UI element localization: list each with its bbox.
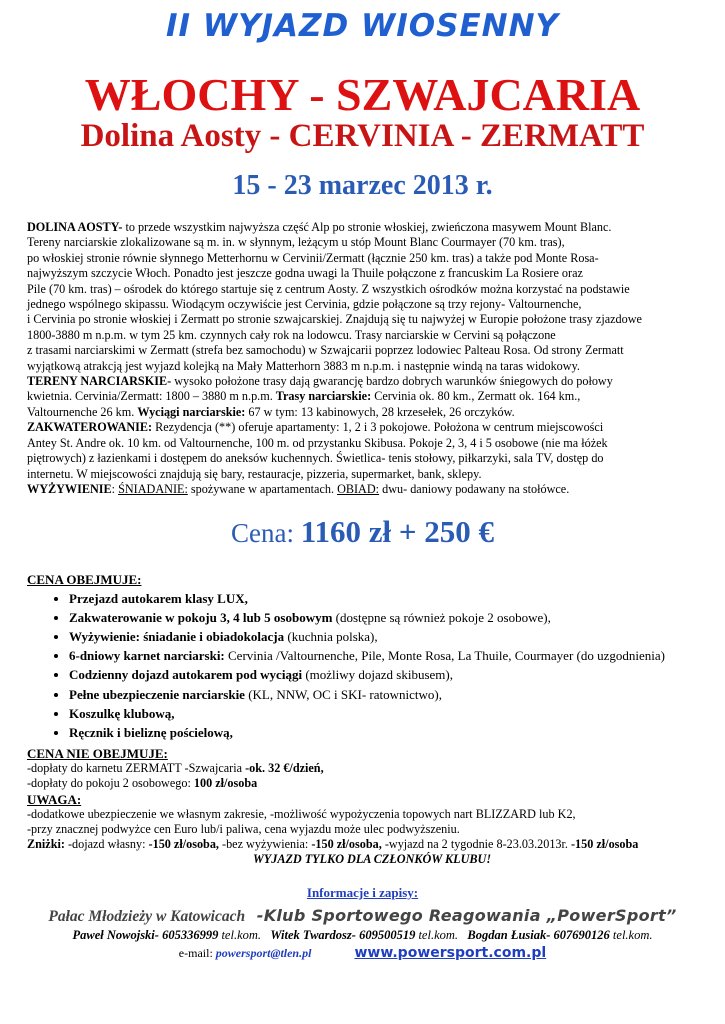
price-label: Cena:	[230, 518, 301, 548]
dolina-aosty-label: DOLINA AOSTY-	[27, 220, 123, 234]
uwaga-line: -dodatkowe ubezpieczenie we własnym zakresie, -możliwość wypożyczenia topowych nart BLIZZARD lub K2,	[27, 806, 576, 821]
contacts-line: Paweł Nowojski- 605336999 tel.kom. Witek Twardosz- 609500519 tel.kom. Bogdan Łusiak- 607690126 tel.kom.	[72, 928, 653, 942]
contact-footer	[0, 885, 725, 961]
email-label: e-mail:	[178, 946, 216, 960]
breakfast-label: ŚNIADANIE:	[118, 481, 188, 496]
included-item: • Ręcznik i bieliznę pościelową,	[69, 723, 717, 742]
info-heading: Informacje i zapisy:	[306, 885, 419, 900]
tereny-label: TERENY NARCIARSKIE-	[27, 374, 172, 389]
excluded-title: CENA NIE OBEJMUJE:	[27, 746, 168, 761]
included-item: • Zakwaterowanie w pokoju 3, 4 lub 5 osobowym (dostępne są również pokoje 2 osobowe),	[69, 608, 717, 627]
description-line: DOLINA AOSTY- to przede wszystkim najwyższa część Alp po stronie włoskiej, zwieńczona masywem Mount Blanc.	[27, 220, 612, 234]
uwaga-line: -przy znacznej podwyżce cen Euro lub/i paliwa, cena wyjazdu może ulec podwyższeniu.	[27, 822, 460, 837]
excluded-section	[27, 746, 717, 868]
dinner-label: OBIAD:	[337, 481, 380, 496]
organizer-club: -Klub Sportowego Reagowania „PowerSport”	[256, 906, 677, 925]
discounts-label: Zniżki:	[27, 837, 65, 852]
included-item: • Koszulkę klubową,	[69, 704, 717, 723]
description-line: i Cervinia po stronie włoskiej i Zermatt po stronie szwajcarskiej. Znajdują się tu najwyżej w Europie położone trasy zjazdowe	[27, 312, 642, 327]
meals-label: WYŻYWIENIE	[27, 481, 112, 496]
discounts-line: Zniżki: -dojazd własny: -150 zł/osoba, -bez wyżywienia: -150 zł/osoba, -wyjazd na 2 tygodnie 8-23.03.2013r. -150 zł/osoba	[27, 837, 639, 852]
description-section	[27, 220, 707, 497]
contact-person: Witek Twardosz- 609500519	[270, 928, 416, 942]
wyciagi-label: Wyciągi narciarskie:	[137, 404, 246, 419]
excluded-line: -dopłaty do pokoju 2 osobowego: 100 zł/osoba	[27, 776, 258, 791]
excluded-line: -dopłaty do karnetu ZERMATT -Szwajcaria -ok. 32 €/dzień,	[27, 761, 324, 776]
description-line: wyjątkową atrakcją jest wyjazd kolejką na Mały Matterhorn 3883 m n.p.m. i następnie windą na taras widokowy.	[27, 358, 580, 373]
accommodation-line: internetu. W miejscowości znajdują się bary, restauracje, pizzeria, supermarket, bank, sklepy.	[27, 466, 482, 481]
accommodation-line: Antey St. Andre ok. 10 km. od Valtournenche, 100 m. od przystanku Skibusa. Pokoje 2, 3, 4 i 5 osobowe (nie ma łóżek	[27, 435, 608, 450]
email-line	[0, 945, 725, 961]
description-line: Tereny narciarskie zlokalizowane są m. in. w słynnym, leżącym u stóp Mount Blanc Courmayer (70 km. tras),	[27, 235, 565, 250]
contact-person: Bogdan Łusiak- 607690126	[467, 928, 610, 942]
email-link[interactable]: powersport@tlen.pl	[215, 946, 312, 960]
organizer-line	[0, 906, 725, 926]
description-line: najwyższym szczycie Włoch. Ponadto jest jeszcze godna uwagi la Thuile połączone z francuskim La Rosiere oraz	[27, 266, 583, 281]
included-list	[27, 589, 717, 742]
included-item: • Wyżywienie: śniadanie i obiadokolacja (kuchnia polska),	[69, 627, 717, 646]
tereny-line: Valtournenche 26 km. Wyciągi narciarskie: 67 w tym: 13 kabinowych, 28 krzesełek, 26 orczyków.	[27, 404, 515, 419]
included-title: CENA OBEJMUJE:	[27, 572, 142, 587]
members-only-note: WYJAZD TYLKO DLA CZŁONKÓW KLUBU!	[252, 852, 492, 867]
website-link[interactable]: www.powersport.com.pl	[354, 945, 547, 961]
meals-line: WYŻYWIENIE: ŚNIADANIE: spożywane w apartamentach. OBIAD: dwu- daniowy podawany na stołówce.	[27, 481, 570, 496]
price	[0, 512, 725, 553]
trasy-label: Trasy narciarskie:	[275, 389, 372, 404]
tereny-line: TERENY NARCIARSKIE- wysoko położone trasy dają gwarancję bardzo dobrych warunków śniegowych do połowy	[27, 374, 613, 389]
trip-edition-title: II WYJAZD WIOSENNY	[166, 8, 559, 44]
tereny-line: kwietnia. Cervinia/Zermatt: 1800 – 3880 m n.p.m. Trasy narciarskie: Cervinia ok. 80 km., Zermatt ok. 164 km.,	[27, 389, 581, 404]
included-item: • Codzienny dojazd autokarem pod wyciągi (możliwy dojazd skibusem),	[69, 665, 717, 684]
trip-dates: 15 - 23 marzec 2013 r.	[232, 170, 493, 201]
accommodation-line: piętrowych) z łazienkami i dostępem do aneksów kuchennych. Świetlica- tenis stołowy, piłkarzyki, sala TV, dostęp do	[27, 451, 604, 466]
organizer-palace: Pałac Młodzieży w Katowicach	[48, 908, 246, 925]
uwaga-title: UWAGA:	[27, 791, 82, 807]
included-item: • Przejazd autokarem klasy LUX,	[69, 589, 717, 608]
included-item: • 6-dniowy karnet narciarski: Cervinia /Valtournenche, Pile, Monte Rosa, La Thuile, Courmayer (do uzgodnienia)	[69, 646, 717, 665]
included-item: • Pełne ubezpieczenie narciarskie (KL, NNW, OC i SKI- ratownictwo),	[69, 685, 717, 704]
accommodation-line: ZAKWATEROWANIE: Rezydencja (**) oferuje apartamenty: 1, 2 i 3 pokojowe. Położona w centrum miejscowości	[27, 420, 604, 435]
included-section	[27, 570, 717, 742]
description-line: Pile (70 km. tras) – ośrodek do którego startuje się z centrum Aosty. Z wszystkich ośrodków można korzystać na podstawie	[27, 281, 630, 296]
description-line: po włoskiej stronie równie słynnego Metterhornu w Cervinii/Zermatt (łącznie 250 km. tras) a także pod Monte Rosa-	[27, 250, 599, 265]
price-value: 1160 zł + 250 €	[300, 514, 495, 549]
description-line: z trasami narciarskimi w Zermatt (strefa bez samochodu) w Szwajcarii poprzez lodowiec Palteau Rosa. Od strony Zermatt	[27, 343, 624, 358]
accommodation-label: ZAKWATEROWANIE:	[27, 420, 153, 435]
description-line: 1800-3880 m n.p.m. w tym 25 km. czynnych cały rok na lodowcu. Trasy narciarskie w Cervini są połączone	[27, 327, 556, 342]
destination-subtitle: Dolina Aosty - CERVINIA - ZERMATT	[80, 118, 645, 154]
description-line: jednego wspólnego skipassu. Wiodącym oczywiście jest Cervinia, gdzie połączone są trzy rejony- Valtournenche,	[27, 297, 582, 312]
contact-person: Paweł Nowojski- 605336999	[72, 928, 219, 942]
destination-title: WŁOCHY - SZWAJCARIA	[84, 69, 641, 120]
